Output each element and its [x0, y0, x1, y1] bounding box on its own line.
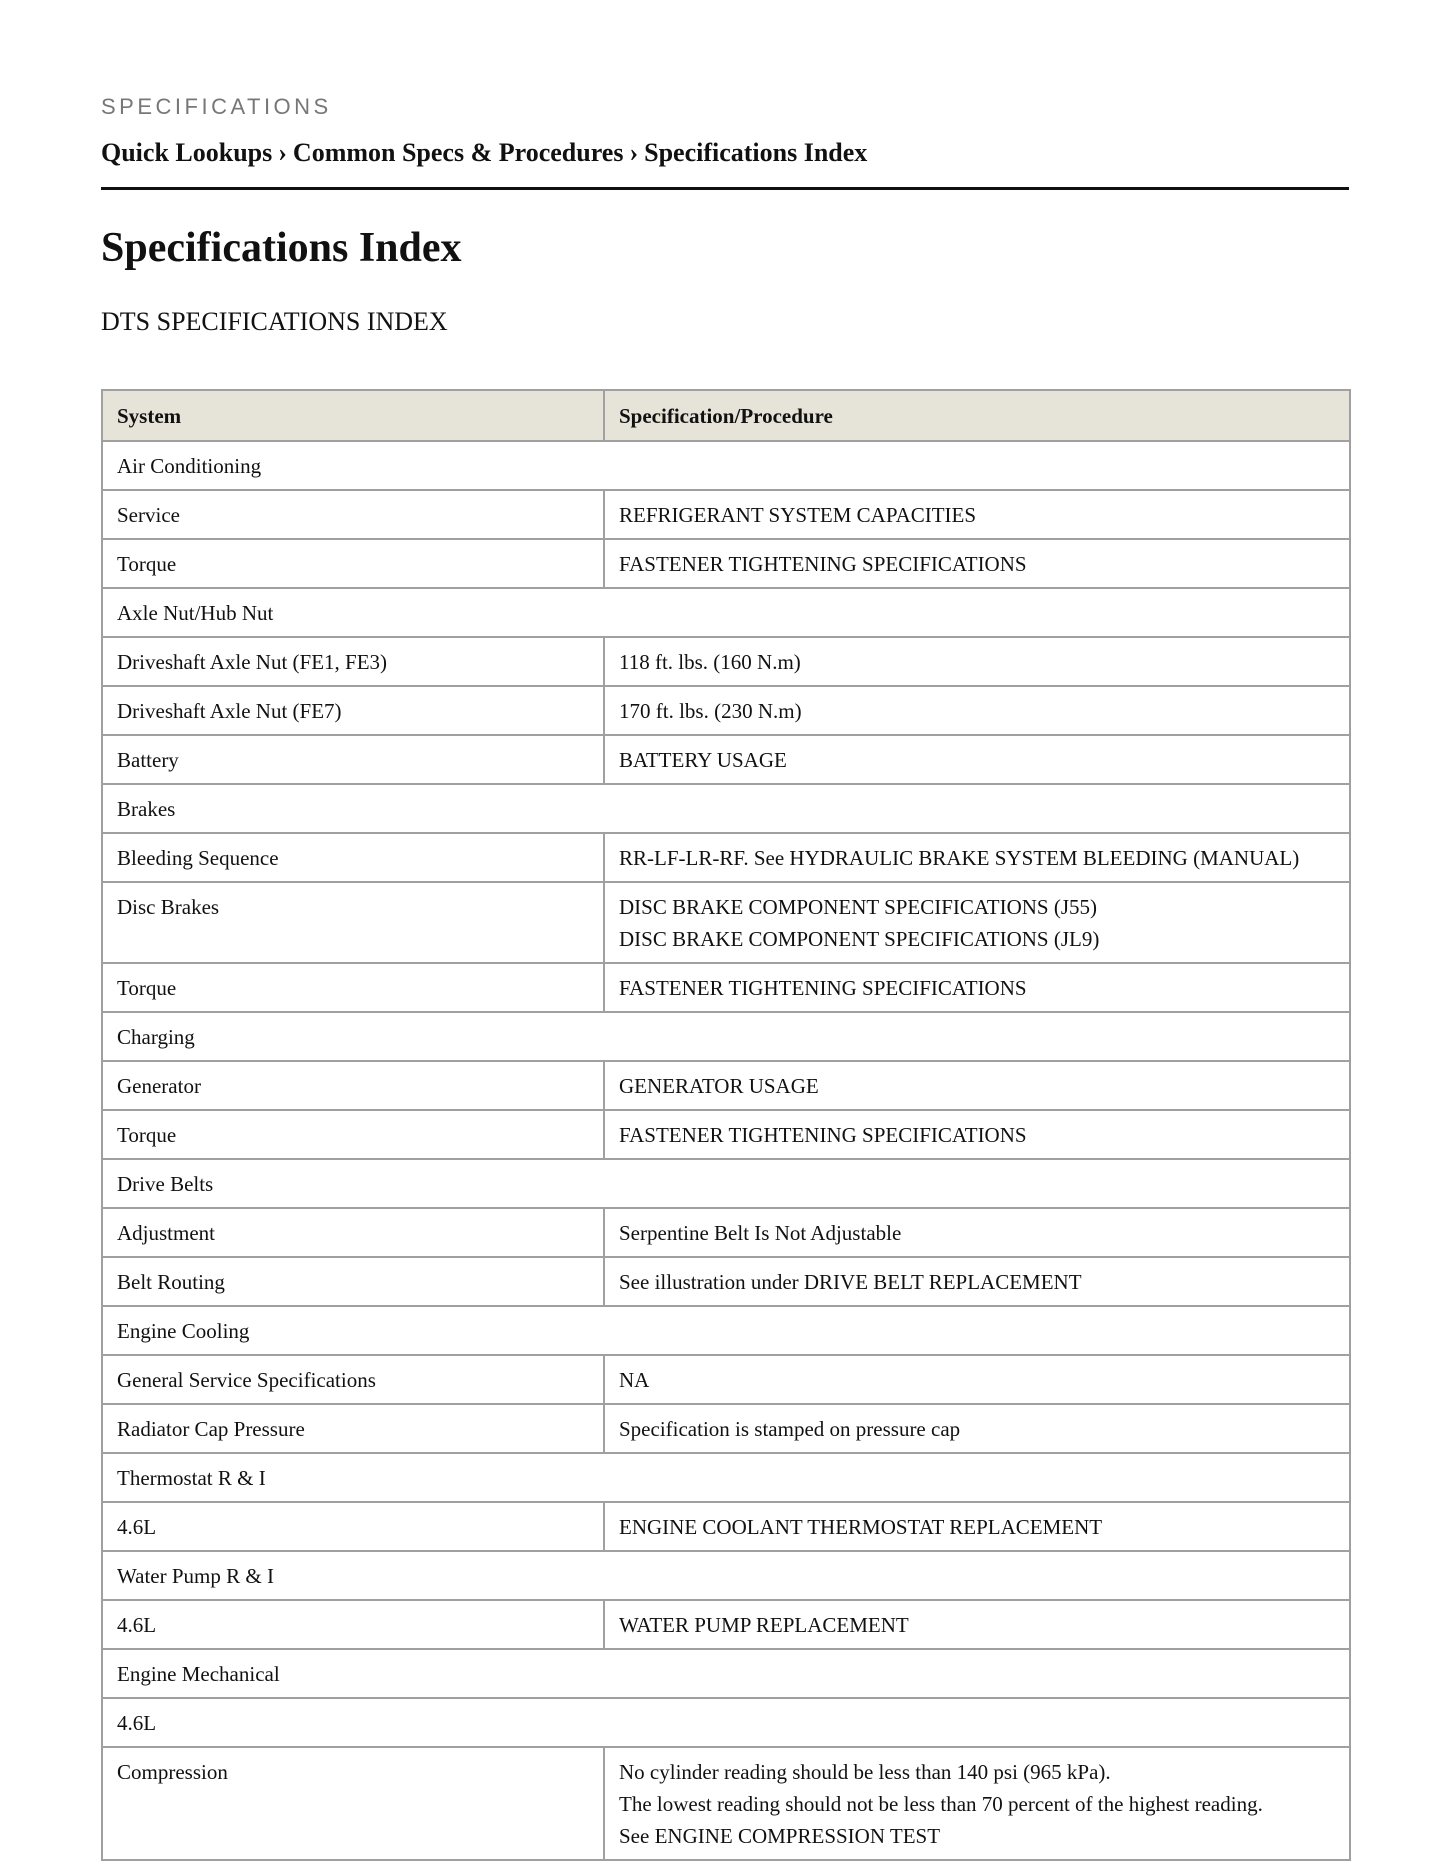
system-group-cell: Engine Cooling [102, 1306, 1350, 1355]
system-cell: Torque [102, 539, 604, 588]
column-header-system: System [102, 390, 604, 441]
system-cell: 4.6L [102, 1502, 604, 1551]
table-row [102, 963, 1350, 1012]
spec-line: The lowest reading should not be less than 70 percent of the highest reading. [619, 1792, 1263, 1816]
system-cell: Adjustment [102, 1208, 604, 1257]
spec-line: REFRIGERANT SYSTEM CAPACITIES [619, 503, 977, 527]
header-divider [101, 187, 1349, 190]
system-cell: Radiator Cap Pressure [102, 1404, 604, 1453]
table-row [102, 1551, 1350, 1600]
system-group-cell: 4.6L [102, 1698, 1350, 1747]
spec-cell [604, 1502, 1350, 1551]
spec-cell [604, 1257, 1350, 1306]
breadcrumb-separator: › [629, 138, 639, 167]
system-group-cell: Brakes [102, 784, 1350, 833]
system-cell: Service [102, 490, 604, 539]
system-cell: Generator [102, 1061, 604, 1110]
spec-line: DISC BRAKE COMPONENT SPECIFICATIONS (JL9) [619, 927, 1100, 951]
system-group-cell: Drive Belts [102, 1159, 1350, 1208]
table-row [102, 1600, 1350, 1649]
specifications-table [101, 389, 1351, 1861]
table-row [102, 735, 1350, 784]
column-header-spec: Specification/Procedure [604, 390, 1350, 441]
spec-line: FASTENER TIGHTENING SPECIFICATIONS [619, 552, 1027, 576]
spec-cell [604, 1355, 1350, 1404]
table-row [102, 1159, 1350, 1208]
table-row [102, 1649, 1350, 1698]
spec-cell [604, 539, 1350, 588]
table-row [102, 490, 1350, 539]
table-row [102, 1502, 1350, 1551]
spec-line: RR-LF-LR-RF. See HYDRAULIC BRAKE SYSTEM BLEEDING (MANUAL) [619, 846, 1300, 870]
table-row [102, 1306, 1350, 1355]
breadcrumb-item-common-specs[interactable]: Common Specs & Procedures [292, 138, 624, 167]
spec-line: Serpentine Belt Is Not Adjustable [619, 1221, 902, 1245]
table-row [102, 1110, 1350, 1159]
table-row [102, 539, 1350, 588]
breadcrumb-item-current: Specifications Index [644, 138, 868, 167]
spec-cell [604, 1404, 1350, 1453]
system-cell: 4.6L [102, 1600, 604, 1649]
spec-cell [604, 686, 1350, 735]
breadcrumb-item-quick-lookups[interactable]: Quick Lookups [101, 138, 273, 167]
spec-cell [604, 1600, 1350, 1649]
table-row [102, 588, 1350, 637]
table-body [102, 441, 1350, 1860]
spec-line: See illustration under DRIVE BELT REPLACEMENT [619, 1270, 1082, 1294]
system-group-cell: Axle Nut/Hub Nut [102, 588, 1350, 637]
spec-line: No cylinder reading should be less than 140 psi (965 kPa). [619, 1760, 1111, 1784]
breadcrumb-separator: › [278, 138, 287, 167]
spec-line: See ENGINE COMPRESSION TEST [619, 1824, 941, 1848]
spec-line: NA [619, 1368, 650, 1392]
spec-cell [604, 833, 1350, 882]
table-row [102, 1012, 1350, 1061]
system-cell: Compression [102, 1747, 604, 1860]
system-group-cell: Air Conditioning [102, 441, 1350, 490]
spec-cell [604, 490, 1350, 539]
spec-cell [604, 735, 1350, 784]
spec-line: FASTENER TIGHTENING SPECIFICATIONS [619, 1123, 1027, 1147]
spec-line: FASTENER TIGHTENING SPECIFICATIONS [619, 976, 1027, 1000]
spec-line: ENGINE COOLANT THERMOSTAT REPLACEMENT [619, 1515, 1103, 1539]
system-group-cell: Thermostat R & I [102, 1453, 1350, 1502]
system-cell: General Service Specifications [102, 1355, 604, 1404]
table-row [102, 637, 1350, 686]
spec-line: GENERATOR USAGE [619, 1074, 819, 1098]
page-title: Specifications Index [101, 225, 462, 271]
table-row [102, 784, 1350, 833]
spec-cell [604, 882, 1350, 963]
system-cell: Belt Routing [102, 1257, 604, 1306]
table-row [102, 882, 1350, 963]
system-group-cell: Engine Mechanical [102, 1649, 1350, 1698]
table-header-row [102, 390, 1350, 441]
table-row [102, 1404, 1350, 1453]
table-row [102, 1355, 1350, 1404]
spec-line: 118 ft. lbs. (160 N.m) [619, 650, 801, 674]
spec-cell [604, 1208, 1350, 1257]
spec-line: DISC BRAKE COMPONENT SPECIFICATIONS (J55) [619, 895, 1098, 919]
table-row [102, 1747, 1350, 1860]
spec-line: BATTERY USAGE [619, 748, 787, 772]
table-row [102, 441, 1350, 490]
table-row [102, 1208, 1350, 1257]
spec-cell [604, 1061, 1350, 1110]
page-subtitle: DTS SPECIFICATIONS INDEX [101, 307, 448, 336]
spec-cell [604, 1110, 1350, 1159]
spec-line: 170 ft. lbs. (230 N.m) [619, 699, 802, 723]
system-cell: Battery [102, 735, 604, 784]
spec-line: Specification is stamped on pressure cap [619, 1417, 961, 1441]
spec-cell [604, 637, 1350, 686]
system-cell: Driveshaft Axle Nut (FE1, FE3) [102, 637, 604, 686]
system-cell: Driveshaft Axle Nut (FE7) [102, 686, 604, 735]
system-group-cell: Charging [102, 1012, 1350, 1061]
spec-cell [604, 1747, 1350, 1860]
system-cell: Torque [102, 1110, 604, 1159]
table-row [102, 833, 1350, 882]
table-row [102, 1698, 1350, 1747]
table-row [102, 1453, 1350, 1502]
spec-cell [604, 963, 1350, 1012]
table-row [102, 1257, 1350, 1306]
table-row [102, 686, 1350, 735]
section-label: SPECIFICATIONS [101, 94, 332, 119]
system-cell: Disc Brakes [102, 882, 604, 963]
system-cell: Torque [102, 963, 604, 1012]
spec-line: WATER PUMP REPLACEMENT [619, 1613, 909, 1637]
table-row [102, 1061, 1350, 1110]
breadcrumb [101, 138, 867, 168]
system-group-cell: Water Pump R & I [102, 1551, 1350, 1600]
system-cell: Bleeding Sequence [102, 833, 604, 882]
